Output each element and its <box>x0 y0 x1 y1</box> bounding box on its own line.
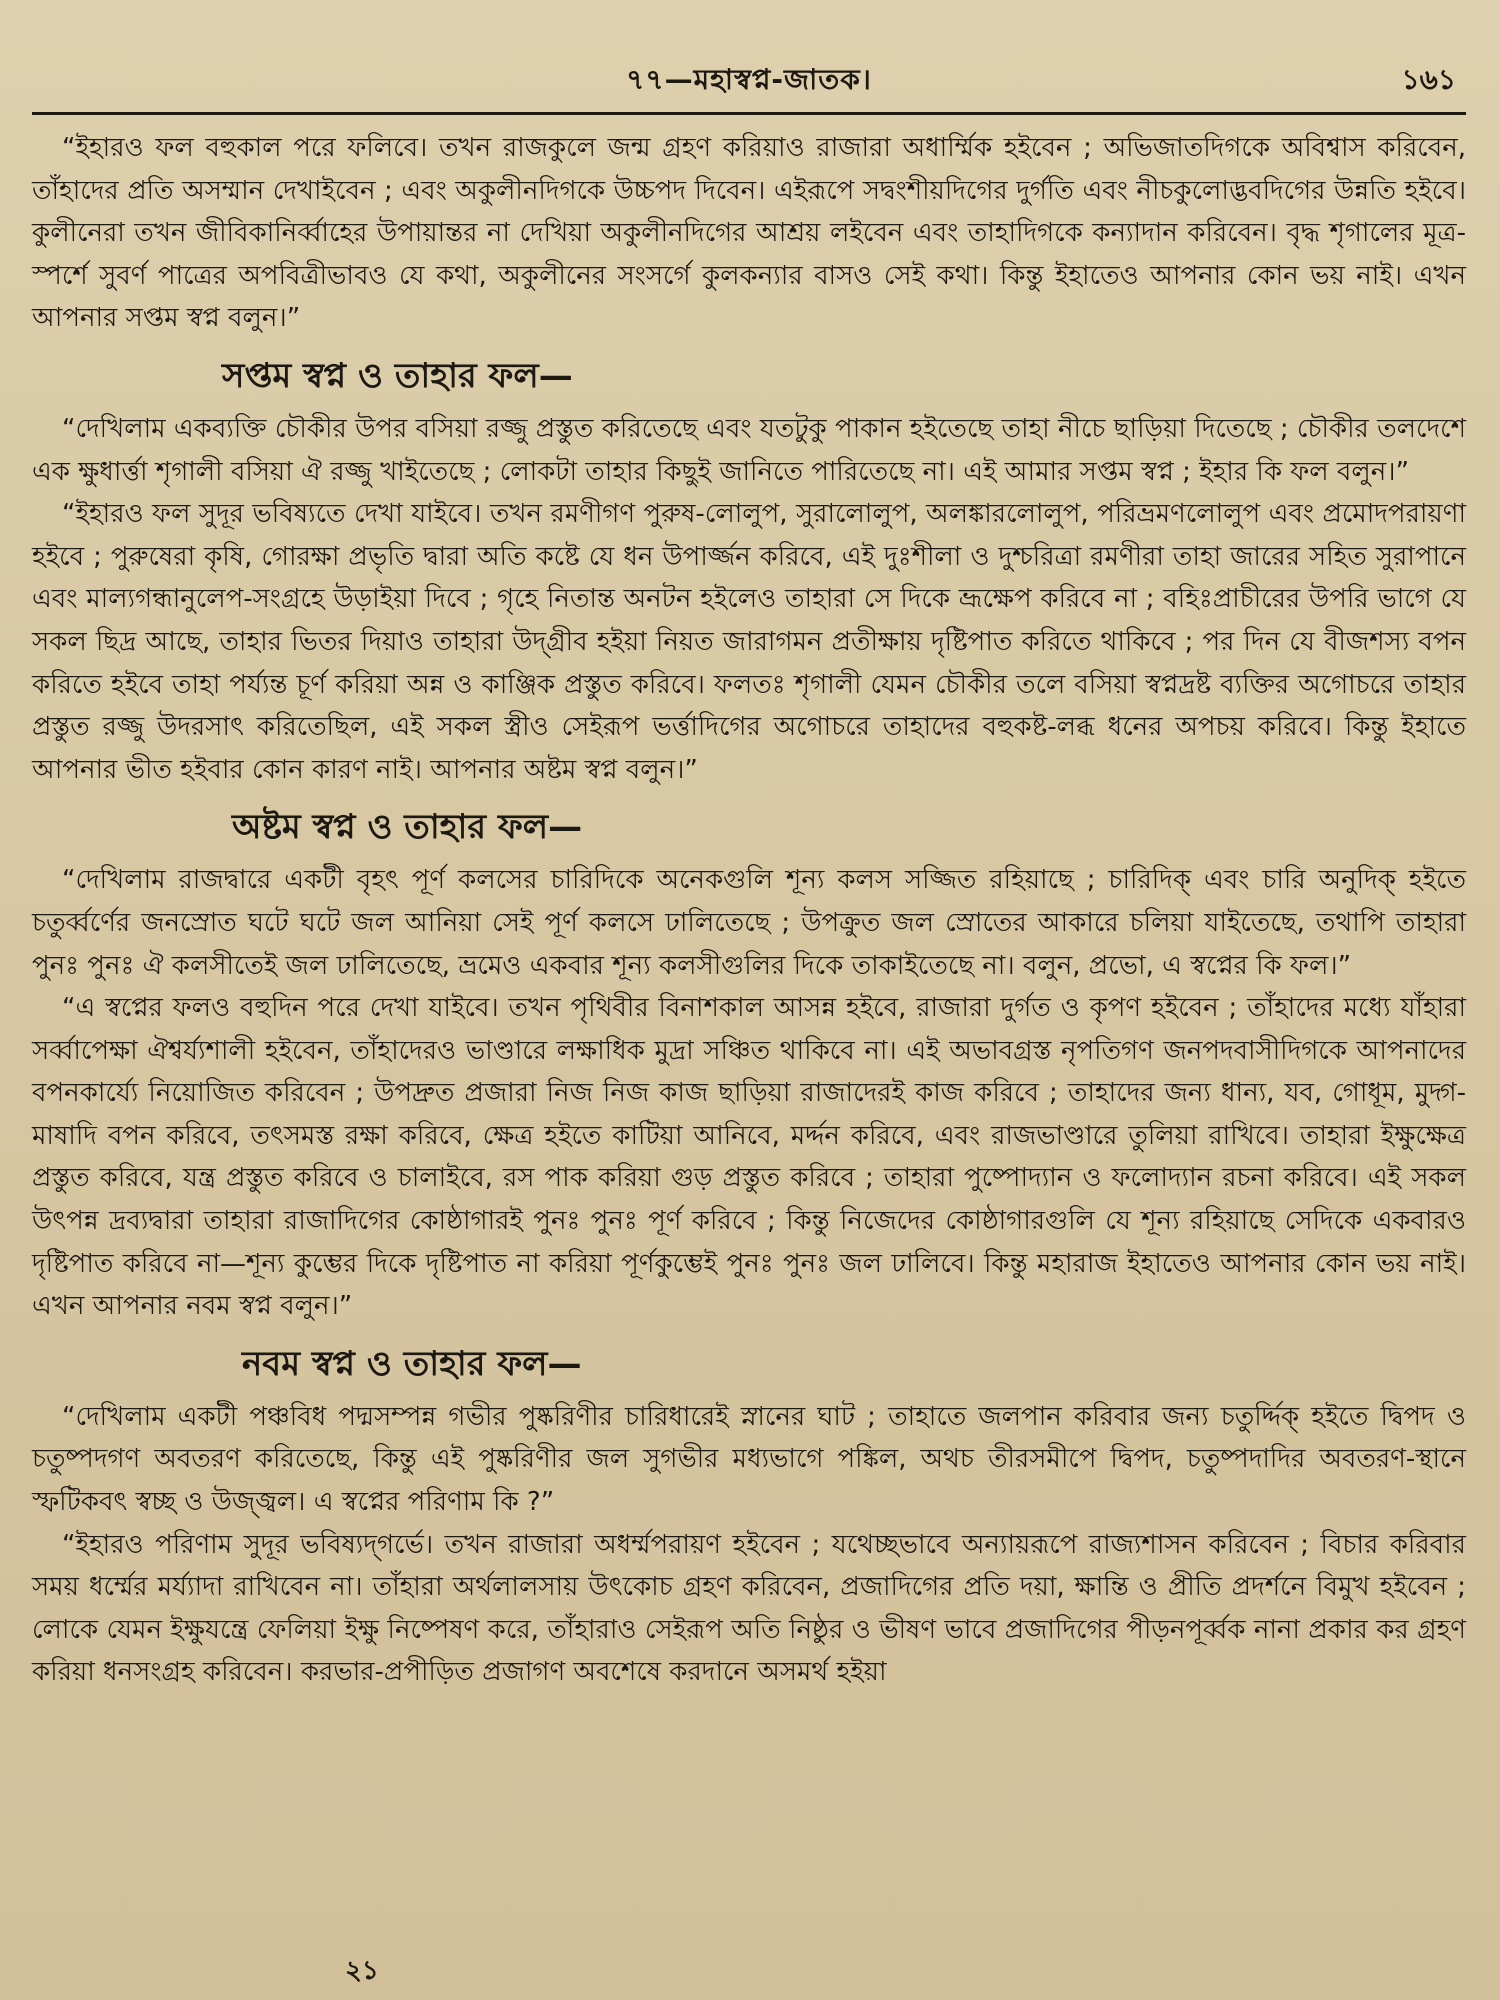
paragraph: “ইহারও ফল বহুকাল পরে ফলিবে। তখন রাজকুলে জন্ম গ্রহণ করিয়াও রাজারা অধার্ম্মিক হইবেন ; অভিজাতদিগকে অবিশ্বাস করিবেন, তাঁহাদের প্রতি অসম্মান দেখাইবেন ; এবং অকুলীনদিগকে উচ্চপদ দিবেন। এইরূপে সদ্বংশীয়দিগের দুর্গতি এবং নীচকুলোদ্ভবদিগের উন্নতি হইবে। কুলীনেরা তখন জীবিকানির্ব্বাহের উপায়ান্তর না দেখিয়া অকুলীনদিগের আশ্রয় লইবেন এবং তাহাদিগকে কন্যাদান করিবেন। বৃদ্ধ শৃগালের মূত্র-স্পর্শে সুবর্ণ পাত্রের অপবিত্রীভাবও যে কথা, অকুলীনের সংসর্গে কুলকন্যার বাসও সেই কথা। কিন্তু ইহাতেও আপনার কোন ভয় নাই। এখন আপনার সপ্তম স্বপ্ন বলুন।” <box>32 133 1466 334</box>
section-heading: নবম স্বপ্ন ও তাহার ফল— <box>242 1343 582 1384</box>
paragraph: “দেখিলাম রাজদ্বারে একটী বৃহৎ পূর্ণ কলসের চারিদিকে অনেকগুলি শূন্য কলস সজ্জিত রহিয়াছে ; চারিদিক্ এবং চারি অনুদিক্ হইতে চতুর্ব্বর্ণের জনস্রোত ঘটে ঘটে জল আনিয়া সেই পূর্ণ কলসে ঢালিতেছে ; উপক্রুত জল স্রোতের আকারে চলিয়া যাইতেছে, তথাপি তাহারা পুনঃ পুনঃ ঐ কলসীতেই জল ঢালিতেছে, ভ্রমেও একবার শূন্য কলসীগুলির দিকে তাকাইতেছে না। বলুন, প্রভো, এ স্বপ্নের কি ফল।” <box>32 865 1466 981</box>
running-header <box>32 58 1466 98</box>
signature-mark: ২১ <box>345 1956 379 1986</box>
paragraph: “দেখিলাম একটী পঞ্চবিধ পদ্মসম্পন্ন গভীর পুষ্করিণীর চারিধারেই স্নানের ঘাট ; তাহাতে জলপান করিবার জন্য চতুর্দ্দিক্ হইতে দ্বিপদ ও চতুষ্পদগণ অবতরণ করিতেছে, কিন্তু এই পুষ্করিণীর জল সুগভীর মধ্যভাগে পঙ্কিল, অথচ তীরসমীপে দ্বিপদ, চতুষ্পদাদির অবতরণ-স্থানে স্ফটিকবৎ স্বচ্ছ ও উজ্জ্বল। এ স্বপ্নের পরিণাম কি ?” <box>32 1401 1466 1518</box>
chapter-title: ৭৭—মহাস্বপ্ন-জাতক। <box>626 63 872 96</box>
body-text <box>32 127 1466 1694</box>
paragraph: “দেখিলাম একব্যক্তি চৌকীর উপর বসিয়া রজ্জু প্রস্তুত করিতেছে এবং যতটুকু পাকান হইতেছে তাহা নীচে ছাড়িয়া দিতেছে ; চৌকীর তলদেশে এক ক্ষুধার্ত্তা শৃগালী বসিয়া ঐ রজ্জু খাইতেছে ; লোকটা তাহার কিছুই জানিতে পারিতেছে না। এই আমার সপ্তম স্বপ্ন ; ইহার কি ফল বলুন।” <box>32 413 1466 487</box>
header-rule <box>32 112 1466 115</box>
page-number: ১৬১ <box>1401 63 1456 96</box>
paragraph: “ইহারও পরিণাম সুদূর ভবিষ্যদ্‌গর্ভে। তখন রাজারা অধর্ম্মপরায়ণ হইবেন ; যথেচ্ছভাবে অন্যায়রূপে রাজ্যশাসন করিবেন ; বিচার করিবার সময় ধর্ম্মের মর্য্যাদা রাখিবেন না। তাঁহারা অর্থলালসায় উৎকোচ গ্রহণ করিবেন, প্রজাদিগের প্রতি দয়া, ক্ষান্তি ও প্রীতি প্রদর্শনে বিমুখ হইবেন ; লোকে যেমন ইক্ষুযন্ত্রে ফেলিয়া ইক্ষু নিষ্পেষণ করে, তাঁহারাও সেইরূপ অতি নিষ্ঠুর ও ভীষণ ভাবে প্রজাদিগের পীড়নপূর্ব্বক নানা প্রকার কর গ্রহণ করিয়া ধনসংগ্রহ করিবেন। করভার-প্রপীড়িত প্রজাগণ অবশেষে করদানে অসমর্থ হইয়া <box>32 1529 1466 1688</box>
paragraph: “ইহারও ফল সুদূর ভবিষ্যতে দেখা যাইবে। তখন রমণীগণ পুরুষ-লোলুপ, সুরালোলুপ, অলঙ্কারলোলুপ, পরিভ্রমণলোলুপ এবং প্রমোদপরায়ণা হইবে ; পুরুষেরা কৃষি, গোরক্ষা প্রভৃতি দ্বারা অতি কষ্টে যে ধন উপার্জ্জন করিবে, এই দুঃশীলা ও দুশ্চরিত্রা রমণীরা তাহা জারের সহিত সুরাপানে এবং মাল্যগন্ধানুলেপ-সংগ্রহে উড়াইয়া দিবে ; গৃহে নিতান্ত অনটন হইলেও তাহারা সে দিকে ভ্রূক্ষেপ করিবে না ; বহিঃপ্রাচীরের উপরি ভাগে যে সকল ছিদ্র আছে, তাহার ভিতর দিয়াও তাহারা উদ্গ্রীব হইয়া নিয়ত জারাগমন প্রতীক্ষায় দৃষ্টিপাত করিতে থাকিবে ; পর দিন যে বীজশস্য বপন করিতে হইবে তাহা পর্য্যন্ত চূর্ণ করিয়া অন্ন ও কাঞ্জিক প্রস্তুত করিবে। ফলতঃ শৃগালী যেমন চৌকীর তলে বসিয়া স্বপ্নদ্রষ্ট ব্যক্তির অগোচরে তাহার প্রস্তুত রজ্জু উদরসাৎ করিতেছিল, এই সকল স্ত্রীও সেইরূপ ভর্ত্তাদিগের অগোচরে তাহাদের বহুকষ্ট-লব্ধ ধনের অপচয় করিবে। কিন্তু ইহাতে আপনার ভীত হইবার কোন কারণ নাই। আপনার অষ্টম স্বপ্ন বলুন।” <box>32 499 1466 785</box>
paragraph: “এ স্বপ্নের ফলও বহুদিন পরে দেখা যাইবে। তখন পৃথিবীর বিনাশকাল আসন্ন হইবে, রাজারা দুর্গত ও কৃপণ হইবেন ; তাঁহাদের মধ্যে যাঁহারা সর্ব্বাপেক্ষা ঐশ্বর্য্যশালী হইবেন, তাঁহাদেরও ভাণ্ডারে লক্ষাধিক মুদ্রা সঞ্চিত থাকিবে না। এই অভাবগ্রস্ত নৃপতিগণ জনপদবাসীদিগকে আপনাদের বপনকার্য্যে নিয়োজিত করিবেন ; উপদ্রুত প্রজারা নিজ নিজ কাজ ছাড়িয়া রাজাদেরই কাজ করিবে ; তাহাদের জন্য ধান্য, যব, গোধূম, মুদ্গ-মাষাদি বপন করিবে, তৎসমস্ত রক্ষা করিবে, ক্ষেত্র হইতে কাটিয়া আনিবে, মর্দ্দন করিবে, এবং রাজভাণ্ডারে তুলিয়া রাখিবে। তাহারা ইক্ষুক্ষেত্র প্রস্তুত করিবে, যন্ত্র প্রস্তুত করিবে ও চালাইবে, রস পাক করিয়া গুড় প্রস্তুত করিবে ; তাহারা পুষ্পোদ্যান ও ফলোদ্যান রচনা করিবে। এই সকল উৎপন্ন দ্রব্যদ্বারা তাহারা রাজাদিগের কোষ্ঠাগারই পুনঃ পুনঃ পূর্ণ করিবে ; কিন্তু নিজেদের কোষ্ঠাগারগুলি যে শূন্য রহিয়াছে সেদিকে একবারও দৃষ্টিপাত করিবে না—শূন্য কুম্ভের দিকে দৃষ্টিপাত না করিয়া পূর্ণকুম্ভেই পুনঃ পুনঃ জল ঢালিবে। কিন্তু মহারাজ ইহাতেও আপনার কোন ভয় নাই। এখন আপনার নবম স্বপ্ন বলুন।” <box>32 993 1466 1322</box>
section-heading: অষ্টম স্বপ্ন ও তাহার ফল— <box>232 807 583 848</box>
section-heading: সপ্তম স্বপ্ন ও তাহার ফল— <box>222 355 573 396</box>
